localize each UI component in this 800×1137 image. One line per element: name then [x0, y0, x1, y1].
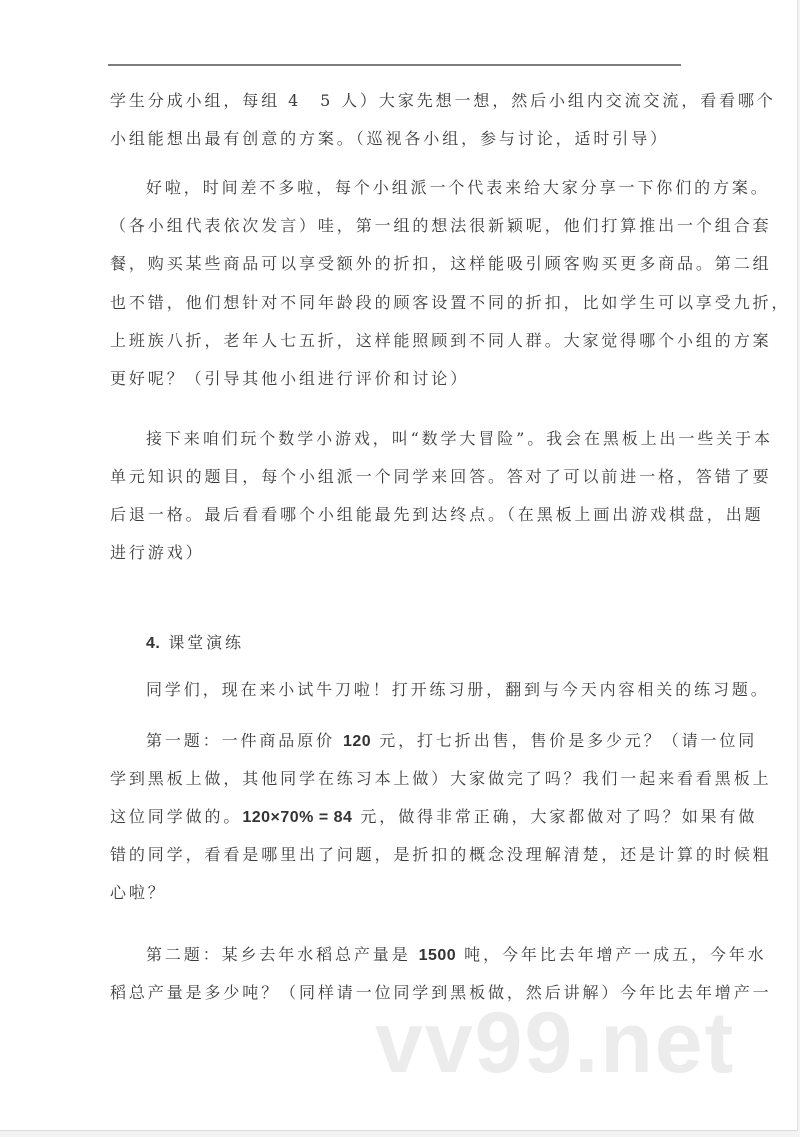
section-heading: [146, 633, 726, 654]
number-value: 120: [343, 733, 372, 750]
text-line: [146, 945, 767, 966]
text-line: 同学们，现在来小试牛刀啦！打开练习册，翻到与今天内容相关的练习题。: [146, 680, 770, 699]
text-span: 元，做得非常正确，大家都做对了吗？如果有做: [352, 807, 758, 826]
text-span: 元，打七折出售，售价是多少元？（请一位同: [371, 731, 758, 750]
text-line: 更好呢？（引导其他小组进行评价和讨论）: [110, 369, 470, 388]
text-line: 也不错，他们想针对不同年龄段的顾客设置不同的折扣，比如学生可以享受九折，: [110, 293, 791, 312]
text-line: 接下来咱们玩个数学小游戏，叫“数学大冒险”。我会在黑板上出一些关于本: [146, 429, 773, 448]
text-line: [146, 731, 758, 752]
text-span: 第一题：一件商品原价: [146, 731, 343, 750]
text-line: [110, 807, 758, 828]
text-line: 单元知识的题目，每个小组派一个同学来回答。答对了可以前进一格，答错了要: [110, 467, 772, 486]
number-value: 1500: [418, 947, 457, 964]
text-line: 错的同学，看看是哪里出了问题，是折扣的概念没理解清楚，还是计算的时候粗: [110, 845, 772, 864]
text-line: （各小组代表依次发言）哇，第一组的想法很新颖呢，他们打算推出一个组合套: [110, 216, 772, 235]
text-line: 心啦？: [110, 883, 167, 902]
text-line: 后退一格。最后看看哪个小组能最先到达终点。（在黑板上画出游戏棋盘，出题: [110, 505, 764, 524]
text-line: 餐，购买某些商品可以享受额外的折扣，这样能吸引顾客购买更多商品。第二组: [110, 254, 772, 273]
text-line: 好啦，时间差不多啦，每个小组派一个代表来给大家分享一下你们的方案。: [146, 178, 770, 197]
section-title: 课堂演练: [168, 633, 244, 652]
text-line: 学生分成小组，每组 4 5 人）大家先想一想，然后小组内交流交流，看看哪个: [110, 91, 776, 110]
text-span: 吨，今年比去年增产一成五，今年水: [456, 945, 767, 964]
text-span: 第二题：某乡去年水稻总产量是: [146, 945, 419, 964]
formula: 120×70% = 84: [242, 809, 353, 826]
text-line: 学到黑板上做，其他同学在练习本上做）大家做完了吗？我们一起来看看黑板上: [110, 769, 772, 788]
text-line: 稻总产量是多少吨？（同样请一位同学到黑板做，然后讲解）今年比去年增产一: [110, 983, 772, 1002]
watermark: vv99.net: [375, 995, 736, 1091]
header-rule: [108, 64, 681, 66]
text-line: 上班族八折，老年人七五折，这样能照顾到不同人群。大家觉得哪个小组的方案: [110, 331, 772, 350]
text-span: 这位同学做的。: [110, 807, 243, 826]
text-line: 小组能想出最有创意的方案。（巡视各小组，参与讨论，适时引导）: [110, 129, 670, 148]
section-number: 4.: [146, 635, 161, 652]
text-line: 进行游戏）: [110, 543, 205, 562]
